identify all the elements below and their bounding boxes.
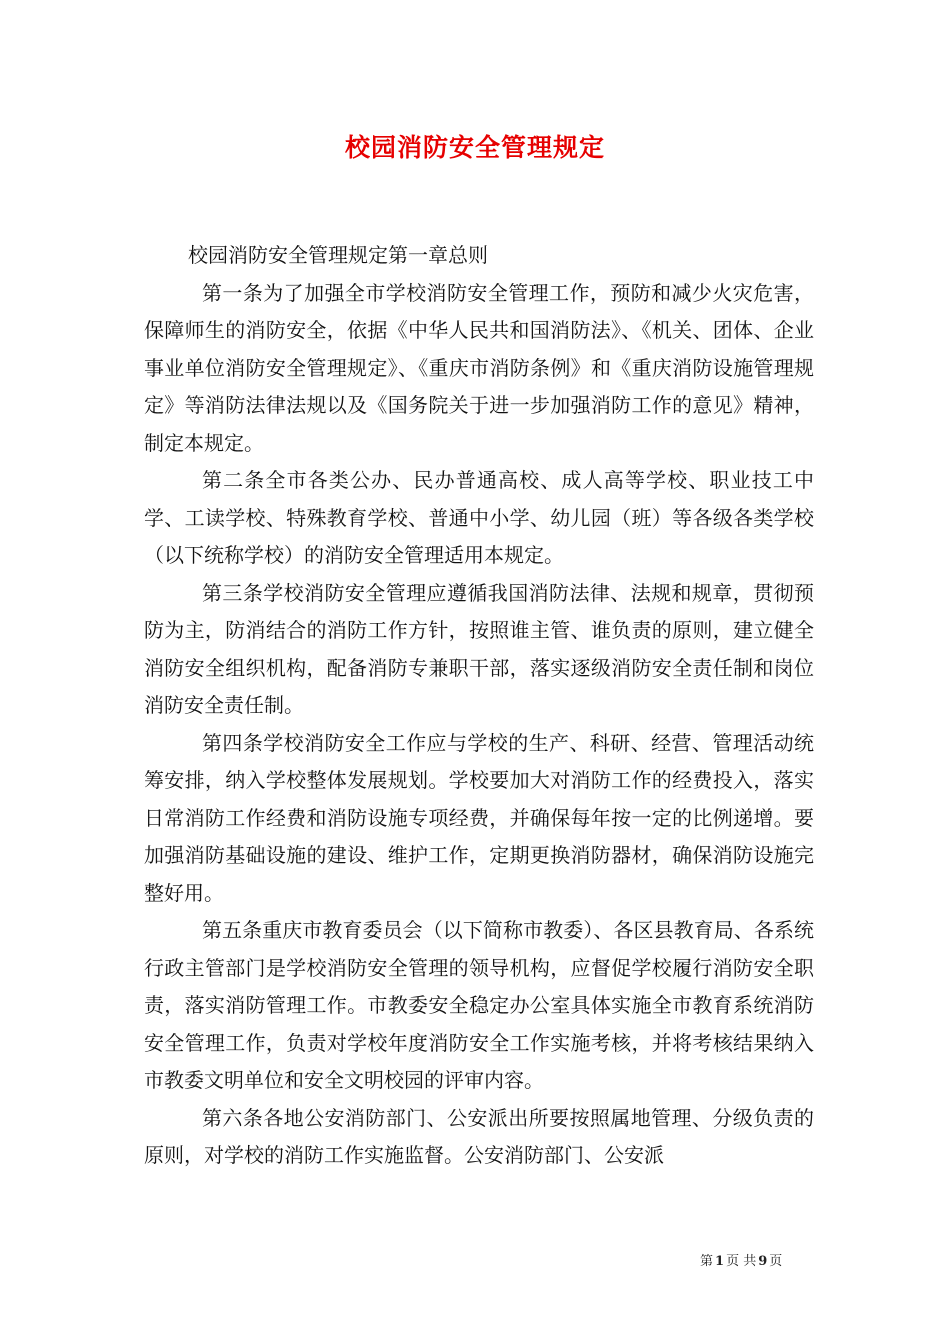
page-footer <box>700 1250 782 1269</box>
article-2: 第二条全市各类公办、民办普通高校、成人高等学校、职业技工中学、工读学校、特殊教育学校、普通中小学、幼儿园（班）等各级各类学校（以下统称学校）的消防安全管理适用本规定。 <box>144 468 814 567</box>
document-body <box>144 237 814 1175</box>
footer-page-number: 1 <box>715 1254 725 1269</box>
chapter-heading: 校园消防安全管理规定第一章总则 <box>188 243 488 267</box>
article-1: 第一条为了加强全市学校消防安全管理工作，预防和减少火灾危害，保障师生的消防安全，依据《中华人民共和国消防法》、《机关、团体、企业事业单位消防安全管理规定》、《重庆市消防条例》和《重庆消防设施管理规定》等消防法律法规以及《国务院关于进一步加强消防工作的意见》精神，制定本规定。 <box>144 280 814 455</box>
article-3: 第三条学校消防安全管理应遵循我国消防法律、法规和规章，贯彻预防为主，防消结合的消防工作方针，按照谁主管、谁负责的原则，建立健全消防安全组织机构，配备消防专兼职干部，落实逐级消防安全责任制和岗位消防安全责任制。 <box>144 580 814 717</box>
article-6: 第六条各地公安消防部门、公安派出所要按照属地管理、分级负责的原则，对学校的消防工作实施监督。公安消防部门、公安派 <box>144 1105 814 1167</box>
footer-suffix: 页 <box>769 1254 783 1269</box>
footer-prefix: 第 <box>700 1254 714 1269</box>
footer-total-pages: 9 <box>758 1254 768 1269</box>
article-4: 第四条学校消防安全工作应与学校的生产、科研、经营、管理活动统筹安排，纳入学校整体发展规划。学校要加大对消防工作的经费投入，落实日常消防工作经费和消防设施专项经费，并确保每年按一定的比例递增。要加强消防基础设施的建设、维护工作，定期更换消防器材，确保消防设施完整好用。 <box>144 730 814 905</box>
footer-middle: 页 共 <box>726 1254 757 1269</box>
document-title: 校园消防安全管理规定 <box>344 133 605 162</box>
article-5: 第五条重庆市教育委员会（以下简称市教委）、各区县教育局、各系统行政主管部门是学校消防安全管理的领导机构，应督促学校履行消防安全职责，落实消防管理工作。市教委安全稳定办公室具体实施全市教育系统消防安全管理工作，负责对学校年度消防安全工作实施考核，并将考核结果纳入市教委文明单位和安全文明校园的评审内容。 <box>144 918 814 1092</box>
